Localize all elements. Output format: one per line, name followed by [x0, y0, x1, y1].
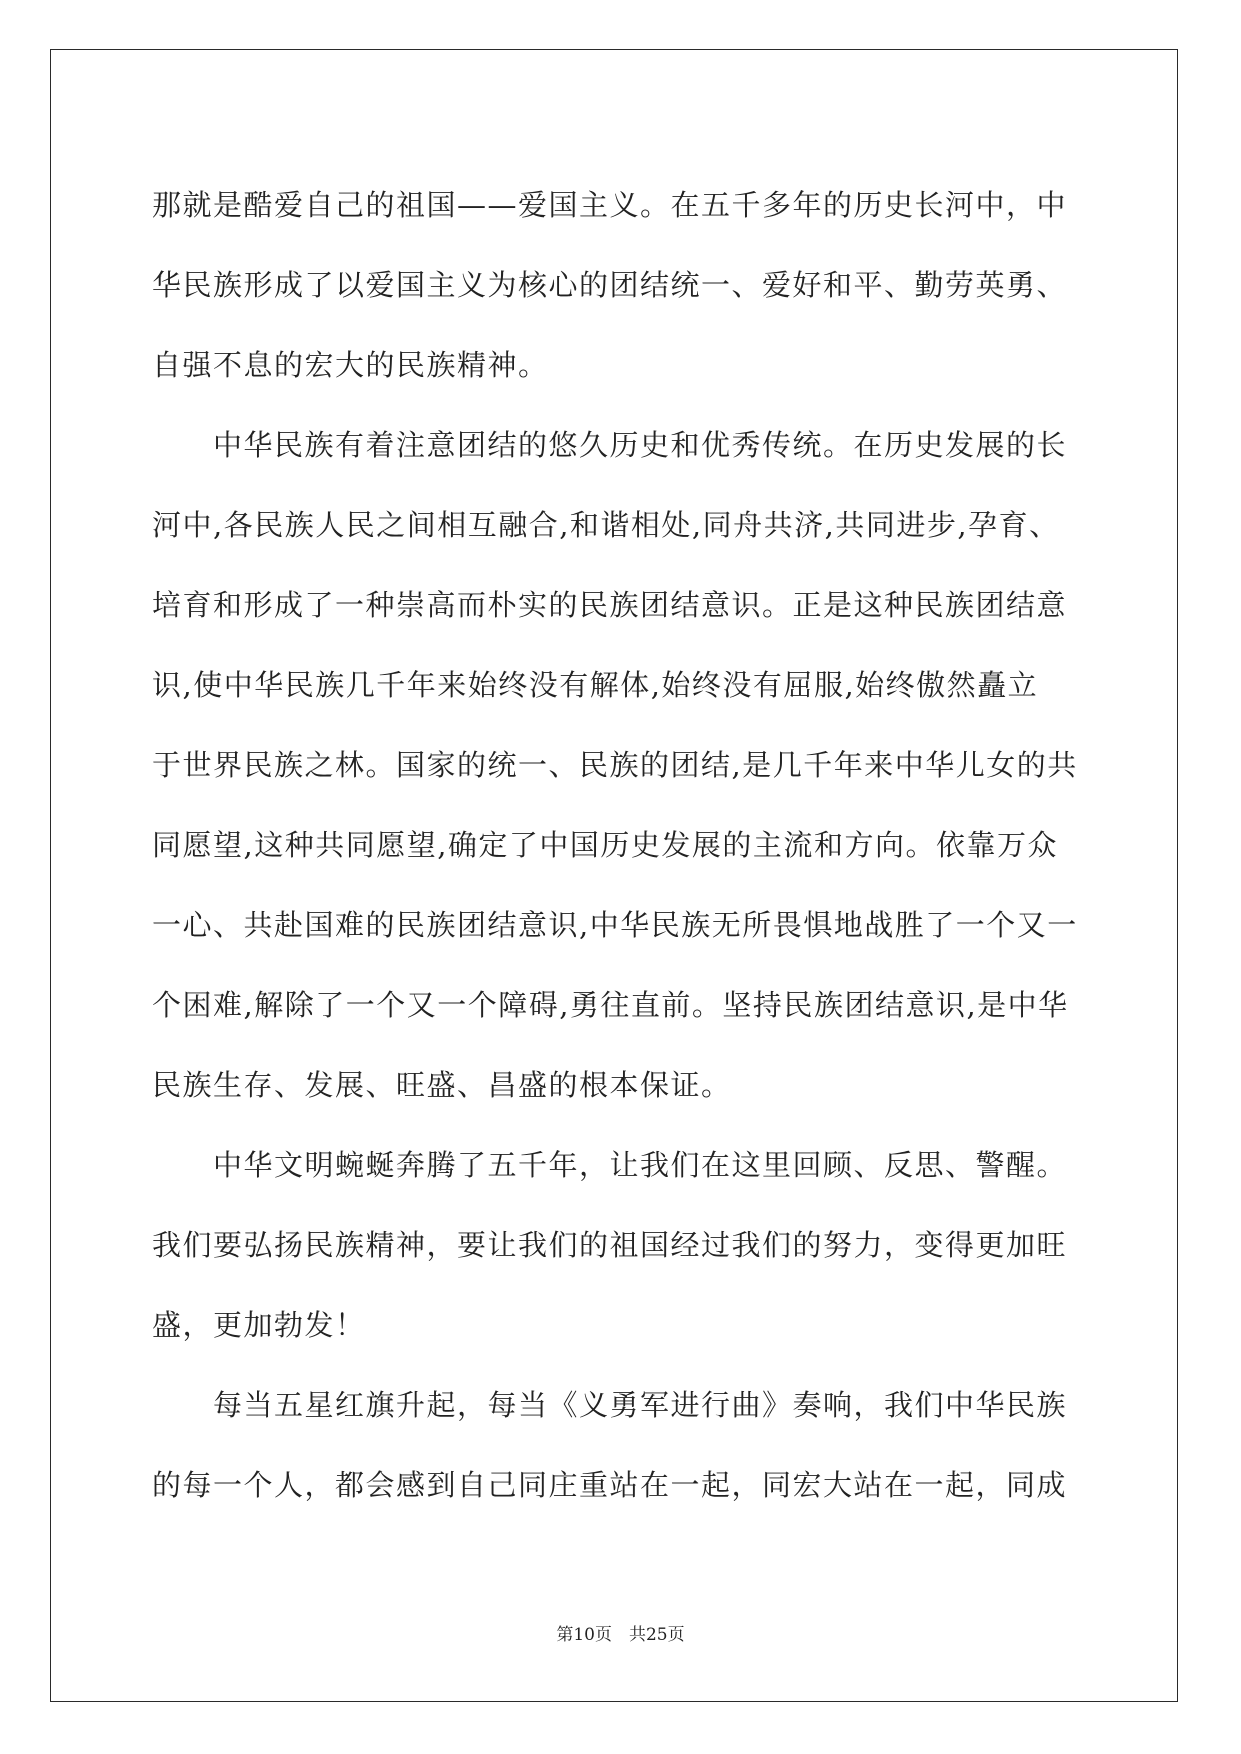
text-line-13: 中华文明蜿蜒奔腾了五千年，让我们在这里回顾、反思、警醒。 [152, 1148, 1068, 1182]
page-number: 第10页 共25页 [556, 1625, 685, 1645]
text-line-16: 每当五星红旗升起，每当《义勇军进行曲》奏响，我们中华民族 [152, 1388, 1068, 1422]
text-line-17: 的每一个人，都会感到自己同庄重站在一起，同宏大站在一起，同成 [152, 1468, 1068, 1502]
text-line-6: 培育和形成了一种崇高而朴实的民族团结意识。正是这种民族团结意 [152, 588, 1068, 622]
text-line-15: 盛，更加勃发！ [152, 1308, 366, 1342]
text-line-4: 中华民族有着注意团结的悠久历史和优秀传统。在历史发展的长 [152, 428, 1068, 462]
text-line-14: 我们要弘扬民族精神，要让我们的祖国经过我们的努力，变得更加旺 [152, 1228, 1068, 1262]
text-line-3: 自强不息的宏大的民族精神。 [152, 348, 549, 382]
text-line-5: 河中,各民族人民之间相互融合,和谐相处,同舟共济,共同进步,孕育、 [152, 508, 1060, 542]
text-line-8: 于世界民族之林。国家的统一、民族的团结,是几千年来中华儿女的共 [152, 748, 1078, 782]
text-line-10: 一心、共赴国难的民族团结意识,中华民族无所畏惧地战胜了一个又一 [152, 908, 1078, 942]
text-line-11: 个困难,解除了一个又一个障碍,勇往直前。坚持民族团结意识,是中华 [152, 988, 1069, 1022]
text-line-9: 同愿望,这种共同愿望,确定了中国历史发展的主流和方向。依靠万众 [152, 828, 1058, 862]
text-line-12: 民族生存、发展、旺盛、昌盛的根本保证。 [152, 1068, 732, 1102]
text-line-1: 那就是酷爱自己的祖国——爱国主义。在五千多年的历史长河中，中 [152, 188, 1068, 222]
text-line-2: 华民族形成了以爱国主义为核心的团结统一、爱好和平、勤劳英勇、 [152, 268, 1068, 302]
document-body [152, 165, 1092, 1525]
text-line-7: 识,使中华民族几千年来始终没有解体,始终没有屈服,始终傲然矗立 [152, 668, 1039, 702]
